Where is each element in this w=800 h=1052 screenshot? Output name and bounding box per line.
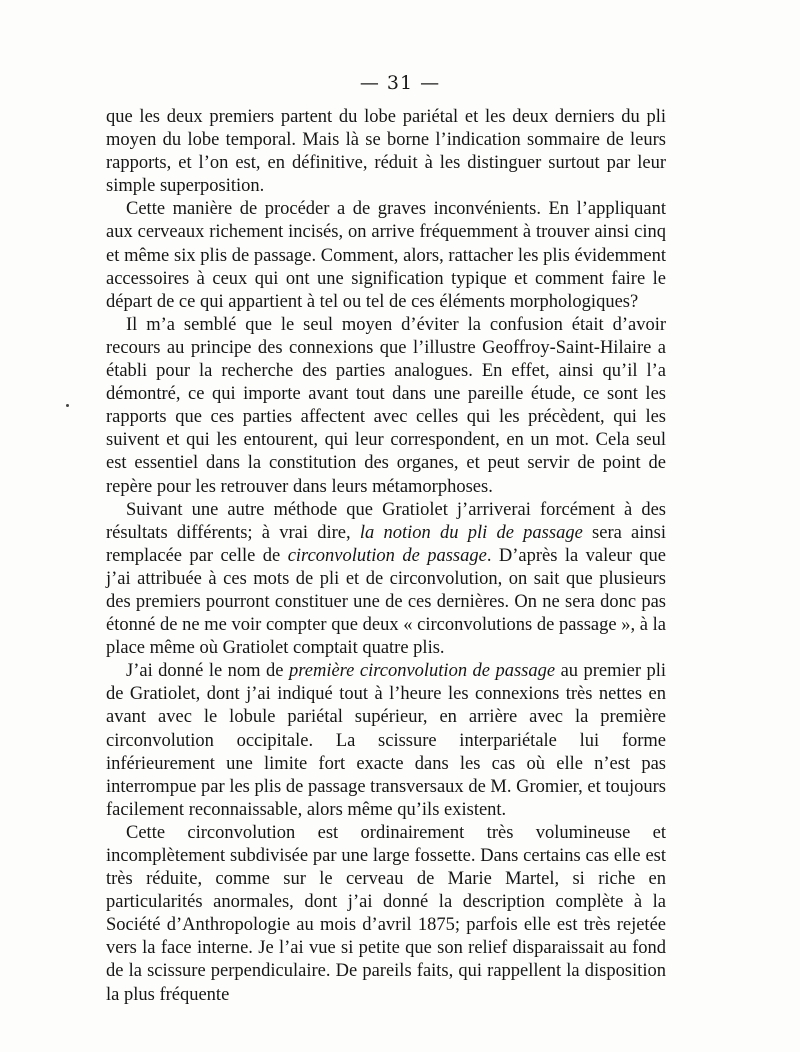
text-run: sera ainsi remplacée par celle de: [106, 522, 666, 566]
paragraph: [106, 198, 666, 313]
paragraph: [106, 822, 666, 1007]
text-run: Suivant une autre méthode que Gratiolet j’arriverai forcément à des résultats différents; à vrai dire,: [106, 499, 666, 543]
paragraph: [106, 499, 666, 661]
text-run: J’ai donné le nom de: [126, 661, 289, 682]
paragraph: [106, 106, 666, 198]
page-number: — 31 —: [359, 72, 441, 94]
text-run: Il m’a semblé que le seul moyen d’éviter la confusion était d’avoir recours au principe des connexions que l’illustre Geoffroy-Saint-Hilaire a établi pour la recherche des parties analogues. En effet, ainsi qu’il l’a démontré, ce qui importe avant tout dans une pareille étude, ce sont les rapports que ces parties affectent avec celles qui les précèdent, qui les suivent et qui les entourent, qui leur correspondent, en un mot. Cela seul est essentiel dans la constitution des organes, et peut servir de point de repère pour les retrouver dans leurs métamorphoses.: [106, 314, 666, 497]
text-run: . D’après la valeur que j’ai attribuée à ces mots de pli et de circonvolution, on sait que plusieurs des premiers pourront constituer une de ces dernières. On ne sera donc pas étonné de ne me voir compter que deux « circonvolutions de passage », à la place même où Gratiolet comptait quatre plis.: [106, 545, 667, 659]
italic-term: la notion du pli de passage: [359, 522, 583, 543]
body-text: [106, 106, 666, 1007]
text-run: Cette manière de procéder a de graves inconvénients. En l’appliquant aux cerveaux richement incisés, on arrive fréquemment à trouver ainsi cinq et même six plis de passage. Comment, alors, rattacher les plis évidemment accessoires à ceux qui ont une signification typique et comment faire le départ de ce qui appartient à tel ou tel de ces éléments morphologiques?: [106, 199, 666, 312]
ink-speck: [66, 404, 69, 407]
paragraph: [106, 314, 666, 499]
italic-term: circonvolution de passage: [287, 545, 487, 566]
text-run: Cette circonvolution est ordinairement très volumineuse et incomplètement subdivisée par une large fossette. Dans certains cas elle est très réduite, comme sur le cerveau de Marie Martel, si riche en particularités anormales, dont j’ai donné la description complète à la Société d’Anthropologie au mois d’avril 1875; parfois elle est très rejetée vers la face interne. Je l’ai vue si petite que son relief disparaissait au fond de la scissure perpendiculaire. De pareils faits, qui rappellent la disposition la plus fréquente: [106, 822, 666, 1005]
paragraph: [106, 660, 666, 822]
text-run: au premier pli de Gratiolet, dont j’ai indiqué tout à l’heure les connexions très nettes en avant avec le lobule pariétal supérieur, en arrière avec la première circonvolution occipitale. La scissure interpariétale lui forme inférieurement une limite fort exacte dans les cas où elle n’est pas interrompue par les plis de passage transversaux de M. Gromier, et toujours facilement reconnaissable, alors même qu’ils existent.: [106, 661, 667, 820]
text-run: que les deux premiers partent du lobe pariétal et les deux derniers du pli moyen du lobe temporal. Mais là se borne l’indication sommaire de leurs rapports, et l’on est, en définitive, réduit à les distinguer surtout par leur simple superposition.: [106, 107, 666, 197]
italic-term: première circonvolution de passage: [288, 661, 556, 682]
